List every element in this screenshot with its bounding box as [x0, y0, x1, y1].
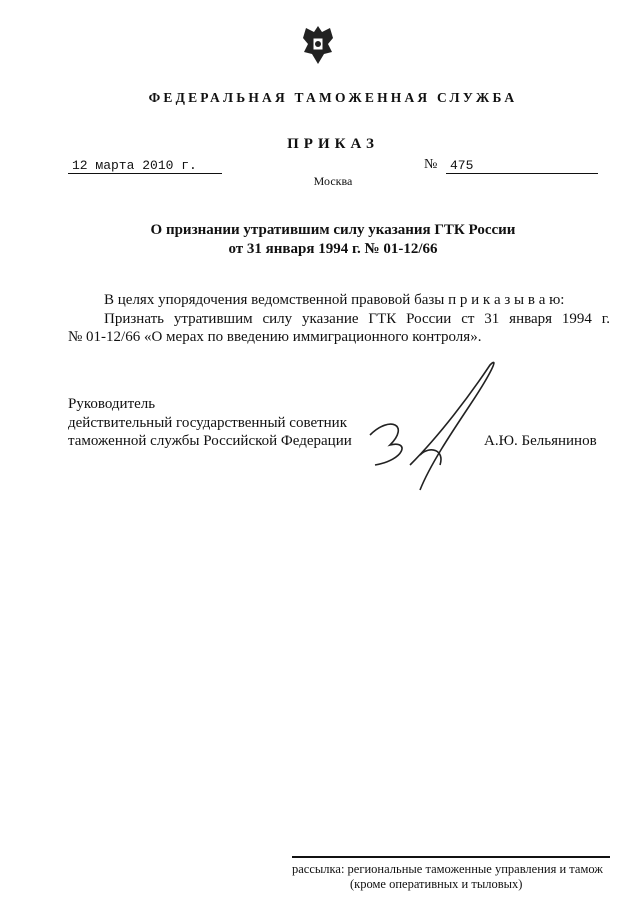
body-paragraph-2-cont: № 01-12/66 «О мерах по введению иммиграционного контроля». [68, 329, 482, 345]
order-number: 475 [446, 158, 598, 174]
distribution-line-2: (кроме оперативных и тыловых) [350, 877, 523, 891]
order-date: 12 марта 2010 г. [68, 158, 222, 174]
body-paragraph-1: В целях упорядочения ведомственной правовой базы п р и к а з ы в а ю: [104, 292, 565, 308]
signatory-title-3: таможенной службы Российской Федерации [68, 433, 352, 449]
signatory-title-1: Руководитель [68, 396, 156, 412]
number-label: № [424, 157, 438, 172]
distribution-line-1: рассылка: региональные таможенные управления и тамож [292, 862, 603, 876]
title-line-2: от 31 января 1994 г. № 01-12/66 [228, 241, 438, 257]
city: Москва [313, 174, 353, 188]
signatory-title-2: действительный государственный советник [68, 415, 348, 431]
document-type: ПРИКАЗ [287, 136, 379, 152]
body-paragraph-2: Признать утратившим силу указание ГТК России ст 31 января 1994 г. [104, 311, 610, 327]
handwritten-signature [350, 355, 510, 495]
title-line-1: О признании утратившим силу указания ГТК России [150, 222, 516, 238]
signatory-name: А.Ю. Бельянинов [484, 433, 597, 449]
agency-name: ФЕДЕРАЛЬНАЯ ТАМОЖЕННАЯ СЛУЖБА [148, 90, 518, 105]
emblem-icon [300, 22, 336, 66]
footer-divider [292, 856, 610, 858]
